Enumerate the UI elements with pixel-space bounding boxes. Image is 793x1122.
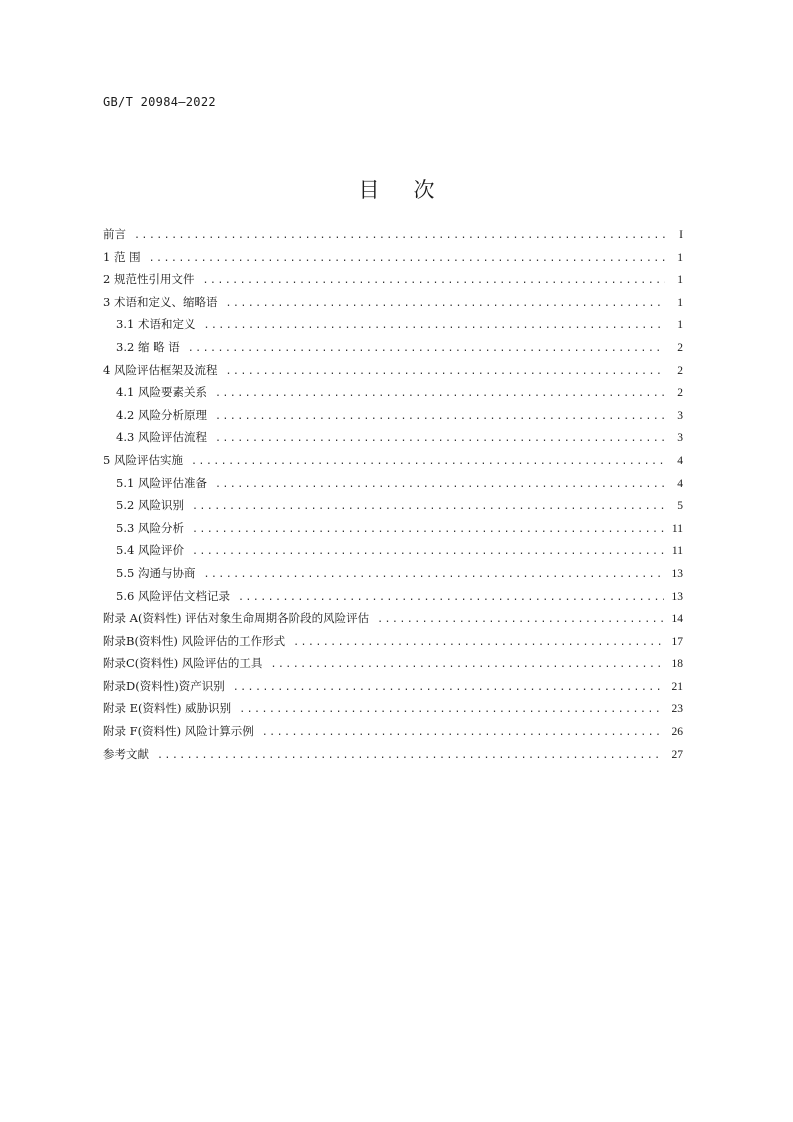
toc-entry-label: 附录D(资料性)资产识别 — [103, 678, 225, 693]
toc-entry[interactable] — [103, 630, 683, 653]
toc-entry[interactable] — [103, 697, 683, 720]
toc-entry[interactable] — [103, 449, 683, 472]
toc-leader-dots — [192, 541, 664, 564]
toc-entry[interactable] — [103, 313, 683, 336]
toc-entry[interactable] — [103, 472, 683, 495]
toc-leader-dots — [293, 632, 663, 655]
toc-leader-dots — [377, 609, 663, 632]
toc-entry-page-number: 17 — [671, 635, 683, 648]
toc-entry-page-number: 1 — [677, 251, 683, 264]
toc-entry-page-number: 23 — [671, 703, 683, 716]
toc-entry[interactable] — [103, 562, 683, 585]
toc-leader-dots — [149, 248, 665, 271]
toc-leader-dots — [215, 474, 665, 497]
toc-leader-dots — [270, 654, 663, 677]
toc-leader-dots — [239, 699, 663, 722]
toc-entry-page-number: 3 — [677, 409, 683, 422]
toc-entry-page-number: 18 — [671, 658, 683, 671]
toc-entry-label: 2 规范性引用文件 — [103, 272, 195, 287]
toc-leader-dots — [215, 383, 665, 406]
toc-entry-label: 5.3 风险分析 — [116, 520, 184, 535]
toc-entry-label: 4.1 风险要素关系 — [116, 385, 207, 400]
toc-entry-page-number: 27 — [671, 748, 683, 761]
toc-entry-label: 附录B(资料性) 风险评估的工作形式 — [103, 633, 286, 648]
toc-entry-label: 5.5 沟通与协商 — [116, 565, 196, 580]
toc-entry-page-number: 4 — [677, 454, 683, 467]
toc-entry[interactable] — [103, 585, 683, 608]
toc-entry-label: 前言 — [103, 227, 126, 241]
toc-entry[interactable] — [103, 268, 683, 291]
toc-leader-dots — [192, 496, 665, 519]
toc-entry-label: 5.2 风险识别 — [116, 498, 184, 513]
toc-entry-label: 4.2 风险分析原理 — [116, 407, 207, 422]
toc-leader-dots — [188, 338, 665, 361]
toc-leader-dots — [134, 225, 665, 248]
toc-entry-label: 5.1 风险评估准备 — [116, 475, 207, 490]
toc-entry[interactable] — [103, 404, 683, 427]
toc-entry-page-number: 14 — [671, 613, 683, 626]
toc-entry-page-number: 26 — [671, 726, 683, 739]
toc-entry[interactable] — [103, 336, 683, 359]
toc-entry-label: 参考文献 — [103, 746, 149, 761]
toc-leader-dots — [215, 406, 665, 429]
toc-entry-page-number: 4 — [677, 477, 683, 490]
toc-entry-page-number: 13 — [671, 590, 683, 603]
standard-code: GB/T 20984—2022 — [103, 95, 216, 109]
toc-entry[interactable] — [103, 359, 683, 382]
toc-entry-label: 5 风险评估实施 — [103, 452, 183, 467]
toc-entry[interactable] — [103, 381, 683, 404]
toc-entry-label: 3.1 术语和定义 — [116, 317, 196, 332]
toc-entry-page-number: 2 — [677, 364, 683, 377]
toc-entry-page-number: 5 — [677, 500, 683, 513]
toc-leader-dots — [262, 722, 664, 745]
toc-entry-page-number: 21 — [671, 680, 683, 693]
toc-leader-dots — [202, 270, 665, 293]
toc-entry-page-number: 11 — [671, 545, 683, 558]
toc-entry-label: 4.3 风险评估流程 — [116, 430, 207, 445]
toc-entry[interactable] — [103, 246, 683, 269]
toc-entry-label: 附录C(资料性) 风险评估的工具 — [103, 656, 263, 671]
toc-entry-page-number: 1 — [677, 274, 683, 287]
toc-entry-label: 3.2 缩 略 语 — [116, 339, 180, 354]
toc-leader-dots — [233, 677, 664, 700]
toc-leader-dots — [191, 451, 665, 474]
toc-leader-dots — [225, 361, 665, 384]
toc-leader-dots — [157, 745, 664, 768]
toc-entry-label: 3 术语和定义、缩略语 — [103, 294, 218, 309]
toc-entry[interactable] — [103, 517, 683, 540]
toc-entry[interactable] — [103, 652, 683, 675]
toc-entry[interactable] — [103, 607, 683, 630]
toc-leader-dots — [203, 315, 665, 338]
toc-title: 目次 — [358, 178, 469, 203]
toc-entry[interactable] — [103, 291, 683, 314]
toc-entry-label: 附录 F(资料性) 风险计算示例 — [103, 724, 254, 739]
toc-entry[interactable] — [103, 223, 683, 246]
toc-leader-dots — [238, 587, 664, 610]
toc-entry[interactable] — [103, 743, 683, 766]
toc-entry-page-number: 1 — [677, 319, 683, 332]
toc-entry[interactable] — [103, 720, 683, 743]
toc-leader-dots — [215, 428, 665, 451]
toc-entry[interactable] — [103, 494, 683, 517]
toc-entry[interactable] — [103, 426, 683, 449]
toc-entry-page-number: 13 — [671, 567, 683, 580]
toc-entry[interactable] — [103, 539, 683, 562]
toc-entry-label: 5.6 风险评估文档记录 — [116, 588, 230, 603]
toc-entry-page-number: 1 — [677, 296, 683, 309]
toc-leader-dots — [203, 564, 663, 587]
toc-leader-dots — [225, 293, 665, 316]
toc-entry-label: 5.4 风险评价 — [116, 543, 184, 558]
toc-entry-page-number: I — [679, 229, 683, 241]
toc-entry-page-number: 3 — [677, 432, 683, 445]
toc-entry[interactable] — [103, 675, 683, 698]
toc-entry-label: 4 风险评估框架及流程 — [103, 362, 218, 377]
toc-entry-page-number: 2 — [677, 341, 683, 354]
toc-list — [103, 223, 683, 765]
toc-leader-dots — [192, 519, 664, 542]
toc-entry-page-number: 11 — [671, 522, 683, 535]
toc-entry-label: 附录 A(资料性) 评估对象生命周期各阶段的风险评估 — [103, 611, 370, 626]
toc-entry-page-number: 2 — [677, 387, 683, 400]
toc-entry-label: 1 范 围 — [103, 249, 141, 264]
toc-entry-label: 附录 E(资料性) 威胁识别 — [103, 701, 232, 716]
